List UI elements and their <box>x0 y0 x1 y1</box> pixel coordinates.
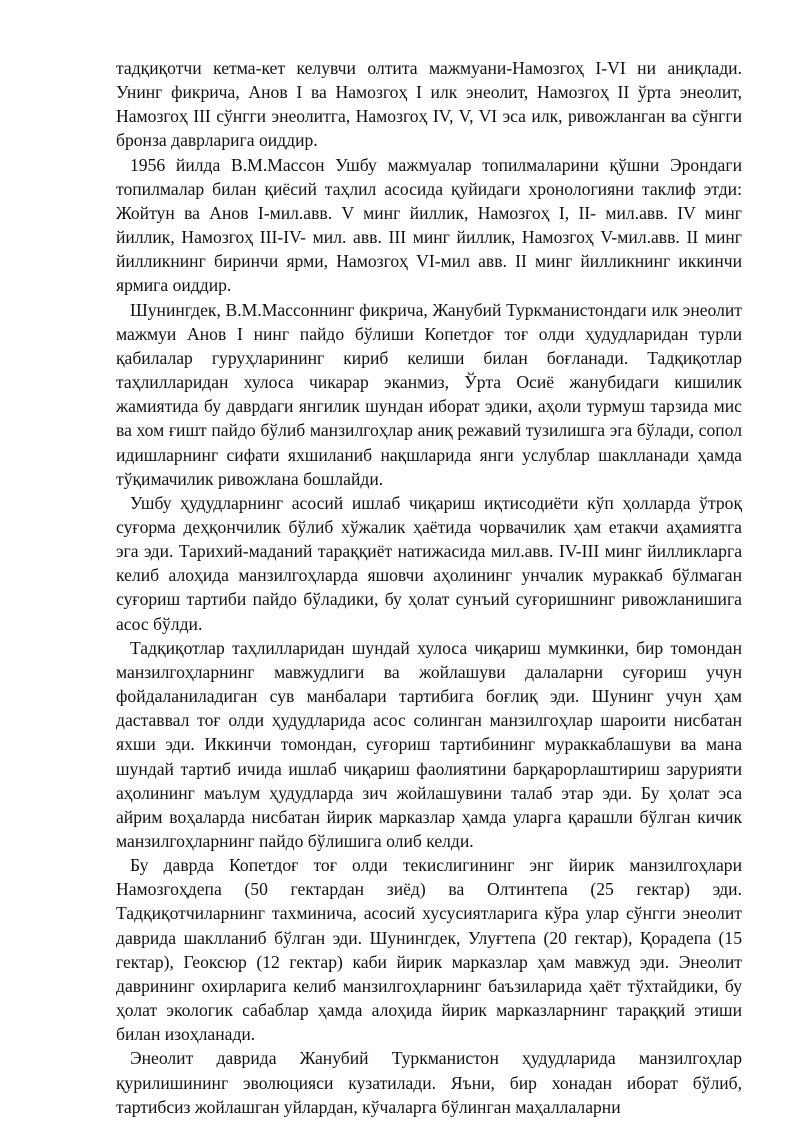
paragraph-7: Энеолит даврида Жанубий Туркманистон ҳудудларида манзилгоҳлар қурилишининг эволюцияси кузатилади. Яъни, бир хонадан иборат бўлиб, тартибсиз жойлашган уйлардан, кўчаларга бўлинган маҳаллаларни <box>116 1048 742 1117</box>
document-page <box>116 56 742 1119</box>
paragraph-1: тадқиқотчи кетма-кет келувчи олтита мажмуани-Намозгоҳ I-VI ни аниқлади. Унинг фикрича, Анов I ва Намозгоҳ I илк энеолит, Намозгоҳ II ўрта энеолит, Намозгоҳ III сўнгги энеолитга, Намозгоҳ IV, V, VI эса илк, ривожланган ва сўнгги бронза даврларига оиддир. <box>116 58 742 151</box>
paragraph-4: Ушбу ҳудудларнинг асосий ишлаб чиқариш иқтисодиёти кўп ҳолларда ўтроқ суғорма деҳқончилик бўлиб хўжалик ҳаётида чорвачилик ҳам етакчи аҳамиятга эга эди. Тарихий-маданий тараққиёт натижасида мил.авв. IV-III минг йилликларга келиб алоҳида манзилгоҳларда яшовчи аҳолининг унчалик мураккаб бўлмаган суғориш тартиби пайдо бўладики, бу ҳолат сунъий суғоришнинг ривожланишига асос бўлди. <box>116 492 742 634</box>
paragraph-2: 1956 йилда В.М.Массон Ушбу мажмуалар топилмаларини қўшни Эрондаги топилмалар билан қиёсий таҳлил асосида қуйидаги хронологияни таклиф этди: Жойтун ва Анов I-мил.авв. V минг йиллик, Намозгоҳ I, II- мил.авв. IV минг йиллик, Намозгоҳ III-IV- мил. авв. III минг йиллик, Намозгоҳ V-мил.авв. II минг йилликнинг биринчи ярми, Намозгоҳ VI-мил авв. II минг йилликнинг иккинчи ярмига оиддир. <box>116 154 742 296</box>
paragraph-3: Шунингдек, В.М.Массоннинг фикрича, Жанубий Туркманистондаги илк энеолит мажмуи Анов I нинг пайдо бўлиши Копетдоғ тоғ олди ҳудудларидан турли қабилалар гуруҳларининг кириб келиши билан боғланади. Тадқиқотлар таҳлилларидан хулоса чикарар эканмиз, Ўрта Осиё жанубидаги кишилик жамиятида бу даврдаги янгилик шундан иборат эдики, аҳоли турмуш тарзида мис ва хом ғишт пайдо бўлиб манзилгоҳлар аниқ режавий тузилишга эга бўлади, сопол идишларнинг сифати яхшиланиб нақшларида янги услублар шаклланади ҳамда тўқимачилик ривожлана бошлайди. <box>116 299 742 489</box>
paragraph-5: Тадқиқотлар таҳлилларидан шундай хулоса чиқариш мумкинки, бир томондан манзилгоҳларнинг мавжудлиги ва жойлашуви далаларни суғориш учун фойдаланиладиган сув манбалари тартибига боғлиқ эди. Шунинг учун ҳам даставвал тоғ олди ҳудудларида асос солинган манзилгоҳлар шароити нисбатан яхши эди. Иккинчи томондан, суғориш тартибининг мураккаблашуви ва мана шундай тартиб ичида ишлаб чиқариш фаолиятини барқарорлаштириш зарурияти аҳолининг маълум ҳудудларда зич жойлашувини талаб этар эди. Бу ҳолат эса айрим воҳаларда нисбатан йирик марказлар ҳамда уларга қарашли бўлган кичик манзилгоҳларнинг пайдо бўлишига олиб келди. <box>116 637 742 851</box>
paragraph-6: Бу даврда Копетдоғ тоғ олди текислигининг энг йирик манзилгоҳлари Намозгоҳдепа (50 гектардан зиёд) ва Олтинтепа (25 гектар) эди. Тадқиқотчиларнинг тахминича, асосий хусусиятларига кўра улар сўнгги энеолит даврида шаклланиб бўлган эди. Шунингдек, Улуғтепа (20 гектар), Қорадепа (15 гектар), Геоксюр (12 гектар) каби йирик марказлар ҳам мавжуд эди. Энеолит даврининг охирларига келиб манзилгоҳларнинг баъзиларида ҳаёт тўхтайдики, бу ҳолат экологик сабаблар ҳамда алоҳида йирик марказларнинг тараққий этиши билан изоҳланади. <box>116 855 742 1045</box>
